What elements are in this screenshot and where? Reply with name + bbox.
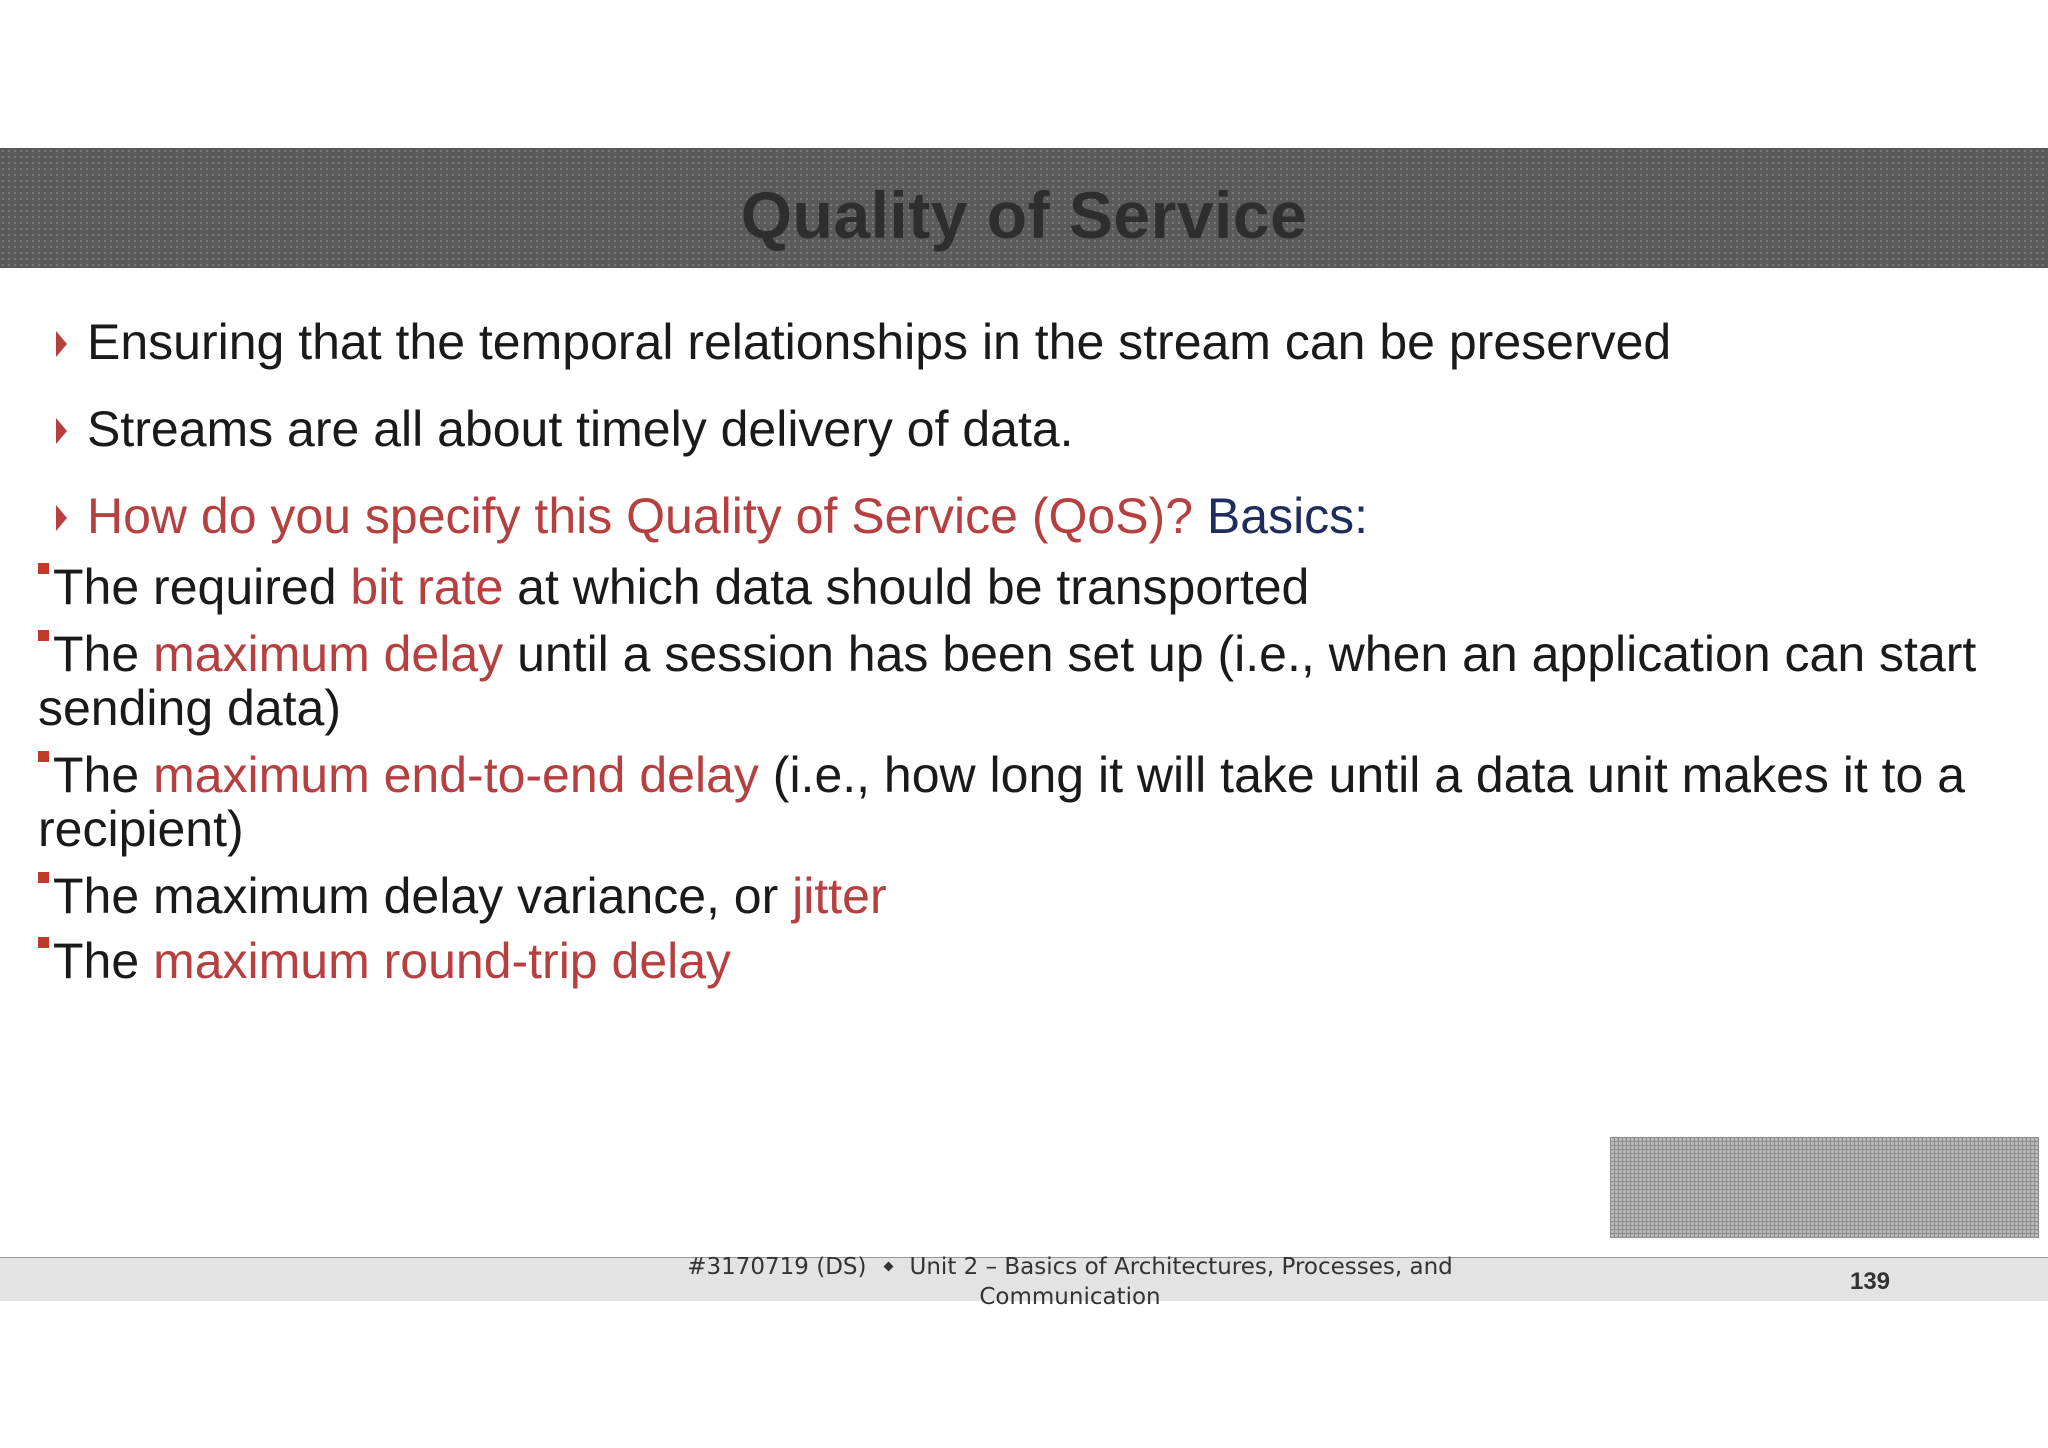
square-bullet-icon <box>38 563 49 574</box>
course-code: #3170719 (DS) <box>687 1254 867 1280</box>
sub-bullet-prefix: The <box>53 626 154 682</box>
sub-bullet-highlight: maximum end-to-end delay <box>153 747 759 803</box>
triangle-bullet-icon <box>56 505 67 531</box>
footer-caption <box>640 1252 1500 1312</box>
sub-bullet-highlight: maximum delay <box>153 626 504 682</box>
bullet-question: How do you specify this Quality of Service (QoS)? <box>87 488 1194 544</box>
bullet-suffix: Basics: <box>1193 488 1369 544</box>
page-number: 139 <box>1849 1268 1891 1295</box>
bullet-item <box>56 314 1671 370</box>
slide-title: Quality of Service <box>740 178 1308 252</box>
sub-bullet-item <box>38 869 1998 923</box>
unit-title-line2: Communication <box>979 1284 1161 1310</box>
bullet-text: Ensuring that the temporal relationships in the stream can be preserved <box>87 314 1672 370</box>
sub-bullet-prefix: The maximum delay variance, or <box>53 868 793 924</box>
sub-bullet-highlight: jitter <box>792 868 887 924</box>
logo-placeholder <box>1610 1137 2039 1238</box>
sub-bullet-prefix: The <box>53 747 154 803</box>
square-bullet-icon <box>38 630 49 641</box>
sub-bullet-item <box>38 560 1998 614</box>
sub-bullet-prefix: The required <box>53 559 351 615</box>
square-bullet-icon <box>38 751 49 762</box>
sub-bullet-item <box>38 627 1998 735</box>
bullet-item <box>56 488 1368 544</box>
bullet-item <box>56 401 1074 457</box>
title-bar <box>0 148 2048 268</box>
footer-line-1 <box>640 1252 1500 1282</box>
sub-bullet-highlight: bit rate <box>350 559 504 615</box>
sub-bullet-suffix: until a session has been set up (i.e., when an application can start sending data) <box>38 626 1977 736</box>
sub-bullet-prefix: The <box>53 933 154 989</box>
sub-bullet-highlight: maximum round-trip delay <box>153 933 732 989</box>
diamond-separator-icon <box>883 1262 893 1272</box>
square-bullet-icon <box>38 937 49 948</box>
unit-title-line1: Unit 2 – Basics of Architectures, Processes, and <box>909 1254 1453 1280</box>
sub-bullet-item <box>38 934 1998 988</box>
sub-bullet-item <box>38 748 1998 856</box>
square-bullet-icon <box>38 872 49 883</box>
sub-bullet-suffix: (i.e., how long it will take until a data unit makes it to a recipient) <box>38 747 1966 857</box>
bullet-text: Streams are all about timely delivery of data. <box>87 401 1074 457</box>
sub-bullet-suffix: at which data should be transported <box>503 559 1310 615</box>
triangle-bullet-icon <box>56 331 67 357</box>
triangle-bullet-icon <box>56 418 67 444</box>
